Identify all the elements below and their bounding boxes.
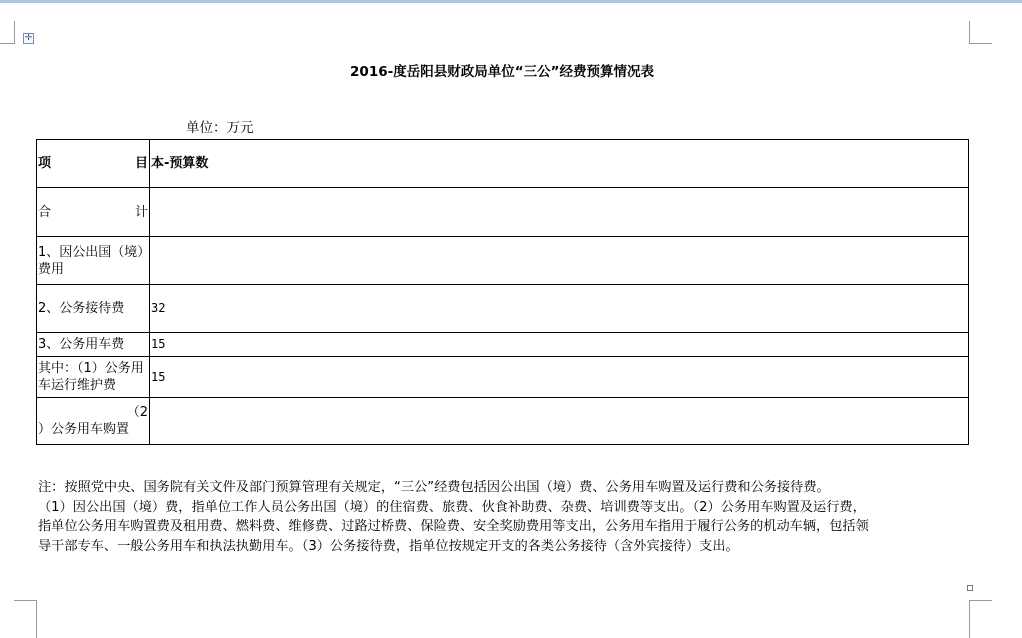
move-handle-icon[interactable]: ✛	[24, 33, 33, 43]
note-line: 注：按照党中央、国务院有关文件及部门预算管理有关规定，“三公”经费包括因公出国（境）费、公务用车购置及运行费和公务接待费。	[38, 480, 830, 495]
budget-table	[36, 139, 969, 445]
row-vehicle-purchase-line1: （2	[126, 405, 148, 420]
row-total-right: 计	[134, 204, 148, 220]
row-reception-value[interactable]: 32	[150, 285, 969, 333]
table-header-row	[37, 140, 969, 188]
row-reception-label[interactable]: 2、公务接待费	[37, 285, 150, 333]
crop-mark-top-right	[969, 21, 992, 44]
row-total-left: 合	[38, 204, 52, 220]
header-budget-cell[interactable]: 本-预算数	[150, 140, 969, 188]
header-item-cell[interactable]	[37, 140, 150, 188]
note-line: （1）因公出国（境）费，指单位工作人员公务出国（境）的住宿费、旅费、伙食补助费、杂费、培训费等支出。（2）公务用车购置及运行费，	[38, 499, 866, 515]
table-row-reception	[37, 285, 969, 333]
header-item-right: 目	[134, 156, 148, 171]
crop-mark-top-left	[0, 21, 15, 44]
table-row-vehicle-maintenance	[37, 357, 969, 398]
row-overseas-value[interactable]	[150, 237, 969, 285]
header-item-left: 项	[38, 156, 52, 171]
table-row-vehicle	[37, 333, 969, 357]
table-row-vehicle-purchase	[37, 398, 969, 445]
table-row-overseas	[37, 237, 969, 285]
unit-label: 单位：万元	[186, 120, 254, 136]
resize-handle-icon[interactable]	[967, 585, 973, 591]
row-total-label-cell[interactable]	[37, 188, 150, 237]
crop-mark-bottom-left	[14, 600, 37, 638]
row-vehicle-purchase-label-cell[interactable]	[37, 398, 150, 445]
row-vehicle-maintenance-value[interactable]: 15	[150, 357, 969, 398]
row-overseas-label[interactable]: 1、因公出国（境）费用	[37, 237, 150, 285]
window-top-border	[0, 0, 1022, 3]
row-vehicle-label[interactable]: 3、公务用车费	[37, 333, 150, 357]
row-vehicle-purchase-value[interactable]	[150, 398, 969, 445]
table-row-total	[37, 188, 969, 237]
note-line: 指单位公务用车购置费及租用费、燃料费、维修费、过路过桥费、保险费、安全奖励费用等支出，公务用车指用于履行公务的机动车辆，包括领	[38, 519, 869, 534]
crop-mark-bottom-right	[969, 600, 992, 638]
row-total-value[interactable]	[150, 188, 969, 237]
row-vehicle-purchase-line2: ）公务用车购置	[38, 422, 130, 437]
row-vehicle-value[interactable]: 15	[150, 333, 969, 357]
note-line: 导干部专车、一般公务用车和执法执勤用车。（3）公务接待费，指单位按规定开支的各类公务接待（含外宾接待）支出。	[38, 538, 739, 554]
document-title: 2016-度岳阳县财政局单位“三公”经费预算情况表	[350, 64, 654, 80]
row-vehicle-maintenance-label[interactable]: 其中：（1）公务用车运行维护费	[37, 357, 150, 398]
notes-section	[38, 478, 970, 556]
